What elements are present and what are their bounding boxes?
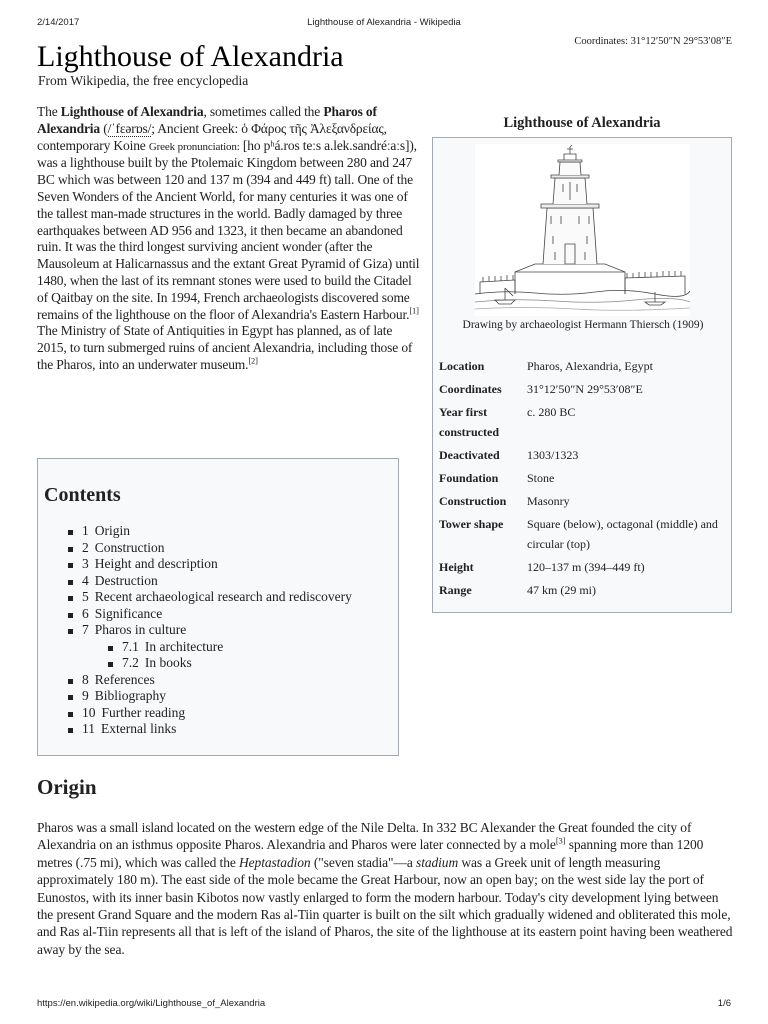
print-url: https://en.wikipedia.org/wiki/Lighthouse_of_Alexandria: [37, 998, 266, 1009]
infobox-row: [439, 356, 727, 379]
infobox-row: [439, 445, 727, 468]
infobox-row: [439, 557, 727, 580]
citation-ref[interactable]: [3]: [555, 835, 566, 846]
pronunciation-label[interactable]: Greek pronunciation:: [148, 140, 240, 153]
toc-item-bibliography[interactable]: 9 Bibliography: [68, 688, 352, 705]
page-title: Lighthouse of Alexandria: [37, 40, 344, 73]
toc-item-height-and-description[interactable]: 3 Height and description: [68, 556, 352, 573]
print-page-title: Lighthouse of Alexandria - Wikipedia: [307, 17, 461, 28]
infobox-label: Tower shape: [439, 517, 504, 531]
ipa-pronunciation[interactable]: /ˈfɛərɒs/: [107, 120, 152, 136]
infobox-value: 120–137 m (394–449 ft): [527, 560, 645, 574]
table-of-contents: [37, 458, 399, 756]
toc-item-further-reading[interactable]: 10 Further reading: [68, 705, 352, 722]
bold-term: Lighthouse of Alexandria: [60, 104, 204, 119]
bold-term: Pharos of Alexandria: [37, 104, 377, 136]
infobox-label: Foundation: [439, 471, 499, 485]
infobox-value[interactable]: 31°12′50″N 29°53′08″E: [527, 382, 643, 396]
infobox-row: [439, 580, 727, 603]
tagline: From Wikipedia, the free encyclopedia: [38, 73, 249, 88]
toc-item-origin[interactable]: 1 Origin: [68, 523, 352, 540]
toc-list: [68, 523, 352, 738]
infobox-row: [439, 514, 727, 557]
infobox-value: Square (below), octagonal (middle) and circular (top): [527, 517, 718, 551]
toc-item-in-books[interactable]: 7.2 In books: [108, 655, 352, 672]
infobox-table: [439, 356, 727, 603]
infobox-value: c. 280 BC: [527, 405, 576, 419]
infobox-value: Stone: [527, 471, 555, 485]
print-date: 2/14/2017: [37, 17, 80, 28]
toc-item-construction[interactable]: 2 Construction: [68, 540, 352, 557]
toc-item-references[interactable]: 8 References: [68, 672, 352, 689]
image-caption: Drawing by archaeologist Hermann Thiersch (1909): [462, 319, 704, 331]
infobox-row: [439, 468, 727, 491]
italic-term[interactable]: stadium: [416, 854, 459, 870]
infobox-title: Lighthouse of Alexandria: [503, 115, 661, 131]
infobox-label: Height: [439, 560, 474, 574]
infobox: [432, 137, 732, 613]
infobox-row: [439, 491, 727, 514]
infobox-label: Construction: [439, 494, 507, 508]
infobox-label: Coordinates: [439, 382, 502, 396]
infobox-label: Deactivated: [439, 448, 500, 462]
coordinates-top[interactable]: Coordinates: 31°12′50″N 29°53′08″E: [574, 36, 732, 47]
lead-paragraph: The Lighthouse of Alexandria, sometimes called the Pharos of Alexandria (/ˈfɛərɒs/; Ancient Greek: ὁ Φάρος τῆς Ἀλεξανδρείας, contemporary Koine Greek pronunciation: [ho pʰá.ros teːs a.lek.sandréːaːs]), was a lighthouse built by the Ptolemaic Kingdom between 280 and 247 BC which was between 120 and 137 m (394 and 449 ft) tall. One of the Seven Wonders of the Ancient World, for many centuries it was one of the tallest man-made structures in the world. Badly damaged by three earthquakes between AD 956 and 1323, it then became an abandoned ruin. It was the third longest surviving ancient wonder (after the Mausoleum at Halicarnassus and the extant Great Pyramid of Giza) until 1480, when the last of its remnant stones were used to build the Citadel of Qaitbay on the site. In 1994, French archaeologists discovered some remains of the lighthouse on the floor of Alexandria's Eastern Harbour.[1] The Ministry of State of Antiquities in Egypt has planned, as of late 2015, to turn submerged ruins of ancient Alexandria, including those of the Pharos, into an underwater museum.[2]: [37, 104, 420, 372]
infobox-label: Range: [439, 583, 472, 597]
toc-title: Contents: [44, 484, 121, 506]
lighthouse-drawing[interactable]: [475, 144, 690, 316]
citation-ref[interactable]: [2]: [248, 355, 258, 366]
citation-ref[interactable]: [1]: [409, 305, 419, 316]
toc-item-external-links[interactable]: 11 External links: [68, 721, 352, 738]
toc-item-significance[interactable]: 6 Significance: [68, 606, 352, 623]
italic-term: Heptastadion: [239, 854, 311, 870]
print-page-number: 1/6: [717, 998, 731, 1009]
infobox-value: 47 km (29 mi): [527, 583, 596, 597]
infobox-value[interactable]: Pharos, Alexandria, Egypt: [527, 359, 653, 373]
infobox-value: 1303/1323: [527, 448, 579, 462]
toc-item-destruction[interactable]: 4 Destruction: [68, 573, 352, 590]
toc-item-recent-research[interactable]: 5 Recent archaeological research and rediscovery: [68, 589, 352, 606]
toc-item-in-architecture[interactable]: 7.1 In architecture: [108, 639, 352, 656]
toc-item-pharos-in-culture[interactable]: 7 Pharos in culture: [68, 622, 352, 639]
infobox-value: Masonry: [527, 494, 570, 508]
print-header: [37, 17, 731, 31]
print-footer: [37, 998, 731, 1012]
infobox-row: [439, 379, 727, 402]
infobox-row: [439, 402, 727, 445]
infobox-label: Year first constructed: [439, 405, 499, 439]
infobox-label: Location: [439, 359, 485, 373]
origin-paragraph: Pharos was a small island located on the western edge of the Nile Delta. In 332 BC Alexander the Great founded the city of Alexandria on an isthmus opposite Pharos. Alexandria and Pharos were later connected by a mole[3] spanning more than 1200 metres (.75 mi), which was called the Heptastadion ("seven stadia"—a stadium was a Greek unit of length measuring approximately 180 m). The east side of the mole became the Great Harbour, now an open bay; on the west side lay the port of Eunostos, with its inner basin Kibotos now vastly enlarged to form the modern harbour. Today's city development lying between the present Grand Square and the modern Ras al-Tiin quarter is built on the silt which gradually widened and obliterated this mole, and Ras al-Tiin represents all that is left of the island of Pharos, the site of the lighthouse at its eastern point having been weathered away by the sea.: [37, 820, 733, 957]
section-heading-origin: Origin: [37, 775, 97, 799]
